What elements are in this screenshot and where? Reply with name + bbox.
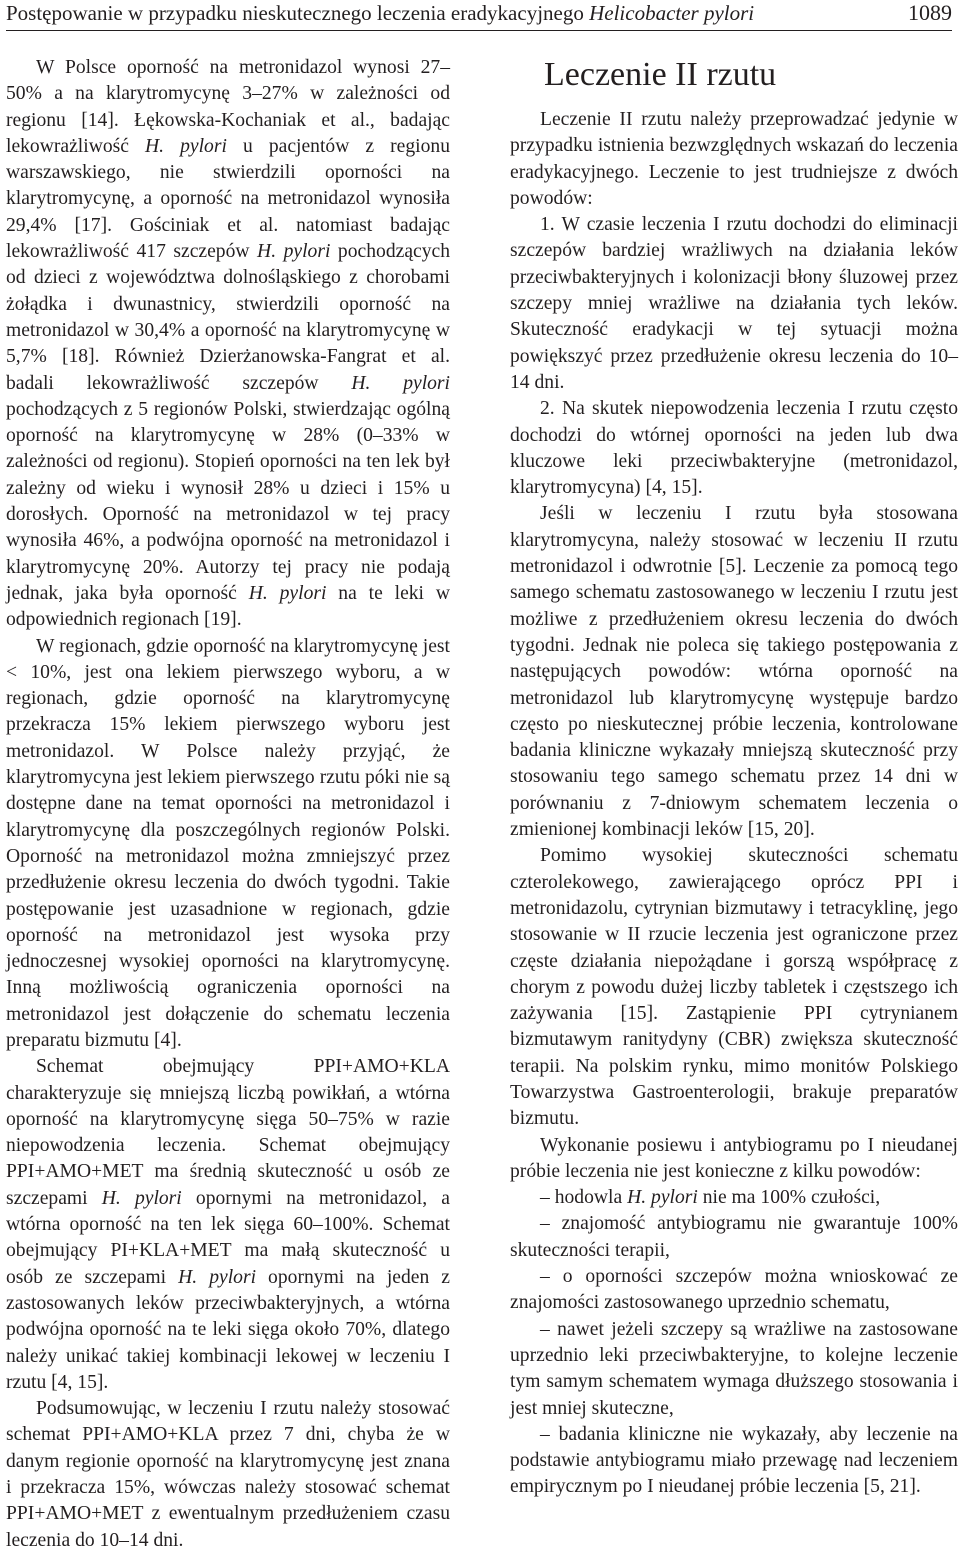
paragraph-regions: W regionach, gdzie oporność na klarytromycynę jest < 10%, jest ona lekiem pierwszego wyboru, a w regionach, gdzie oporność na klarytromycynę przekracza 15% lekiem pierwszego wyboru jest metronidazol. W Polsce należy przyjąć, że klarytromycyna jest lekiem pierwszego rzutu póki nie są dostępne dane na temat oporności na metronidazol i klarytromycynę dla poszczególnych regionów Polski. Oporność na metronidazol można zmniejszyć przez przedłużenie okresu leczenia do dwóch tygodni. Takie postępowanie jest uzasadnione w regionach, gdzie oporność na metronidazol jest wysoka przy jednoczesnej wysokiej oporności na klarytromycynę. Inną możliwością ograniczenia oporności na metronidazol jest dołączenie do schematu leczenia preparatu bizmutu [4]. bbox=[6, 635, 450, 1051]
running-title bbox=[6, 0, 754, 26]
page-number: 1089 bbox=[908, 0, 952, 25]
list-item: – nawet jeżeli szczepy są wrażliwe na zastosowane uprzednio leki przeciwbakteryjne, to kolejne leczenie tym samym schematem wymaga dłuższego stosowania i jest mniej skuteczne, bbox=[510, 1318, 958, 1419]
paragraph-culture-antibiogram: Wykonanie posiewu i antybiogramu po I nieudanej próbie leczenia nie jest konieczne z kilku powodów: bbox=[510, 1134, 958, 1182]
paragraph-second-line-intro: Leczenie II rzutu należy przeprowadzać jedynie w przypadku istnienia bezwzględnych wskazań do leczenia eradykacyjnego. Leczenie to jest trudniejsze z dwóch powodów: bbox=[510, 109, 958, 209]
right-column bbox=[510, 55, 958, 1501]
paragraph-alternating-drugs: Jeśli w leczeniu I rzutu była stosowana klarytromycyna, należy stosować w leczeniu II rzutu metronidazol i odwrotnie [5]. Leczenie za pomocą tego samego schematu zastosowanego w leczeniu I rzutu jest możliwe z przedłużeniem okresu leczenia do dwóch tygodni. Jednak nie poleca się takiego postępowania z następujących powodów: wtórna oporność na metronidazol lub klarytromycynę występuje bardzo często po nieskutecznej próbie leczenia, kontrolowane badania kliniczne wykazały mniejszą skuteczność przy stosowaniu tego samego schematu przez 14 dni w porównaniu z 7-dniowym schematem leczenia o zmienionej kombinacji leków [15, 20]. bbox=[510, 503, 958, 841]
left-column bbox=[6, 55, 450, 1554]
paragraph-reason-2: 2. Na skutek niepowodzenia leczenia I rzutu często dochodzi do wtórnej oporności na jeden lub dwa kluczowe leki przeciwbakteryjne (metronidazol, klarytromycyna) [4, 15]. bbox=[510, 398, 958, 499]
list-item: – znajomość antybiogramu nie gwarantuje 100% skuteczności terapii, bbox=[510, 1213, 958, 1261]
paragraph-schemes: Schemat obejmujący PPI+AMO+KLA charakteryzuje się mniejszą liczbą powikłań, a wtórna oporność na klarytromycynę sięga 50–75% w razie niepowodzenia leczenia. Schemat obejmujący PPI+AMO+MET ma średnią skuteczność u osób ze szczepami H. pylori opornymi na metronidazol, a wtórna oporność na ten lek sięga 60–100%. Schemat obejmujący PI+KLA+MET ma małą skuteczność u osób ze szczepami H. pylori opornymi na jeden z zastosowanych leków przeciwbakteryjnych, a wtórna podwójna oporność na te leki sięga około 70%, dlatego należy unikać takiej kombinacji lekowej w leczeniu I rzutu [4, 15]. bbox=[6, 1056, 450, 1393]
section-heading: Leczenie II rzutu bbox=[544, 56, 777, 93]
paragraph-quadruple-therapy: Pomimo wysokiej skuteczności schematu czterolekowego, zawierającego oprócz PPI i metronidazolu, cytrynian bizmutawy i tetracyklinę, jego stosowanie w II rzucie leczenia jest ograniczone przez częste działania niepożądane i gorszą współpracę z chorym z powodu dużej liczby tabletek i częstszego ich zażywania [15]. Zastąpienie PPI cytrynianem bizmutawym ranitydyny (CBR) zwiększa skuteczność terapii. Na polskim rynku, mimo monitów Polskiego Towarzystwa Gastroenterologii, brakuje preparatów bizmutu. bbox=[510, 845, 958, 1130]
list-item: – o oporności szczepów można wnioskować ze znajomości zastosowanego uprzednio schematu, bbox=[510, 1266, 958, 1314]
paragraph-reason-1: 1. W czasie leczenia I rzutu dochodzi do eliminacji szczepów bardziej wrażliwych na działania leków przeciwbakteryjnych i kolonizacji błony śluzowej przez szczepy mniej wrażliwe na działania tych leków. Skuteczność eradykacji w tej sytuacji można powiększyć przez przedłużenie okresu leczenia do 10–14 dni. bbox=[510, 214, 958, 393]
list-item: – badania kliniczne nie wykazały, aby leczenie na podstawie antybiogramu miało przewagę nad leczeniem empirycznym po I nieudanej próbie leczenia [5, 21]. bbox=[510, 1423, 958, 1498]
running-title-text: Postępowanie w przypadku nieskutecznego leczenia eradykacyjnego bbox=[6, 1, 584, 25]
running-header bbox=[6, 0, 952, 31]
running-title-species: Helicobacter pylori bbox=[589, 1, 755, 25]
list-item: – hodowla H. pylori nie ma 100% czułości, bbox=[540, 1187, 881, 1209]
paragraph-summary: Podsumowując, w leczeniu I rzutu należy stosować schemat PPI+AMO+KLA przez 7 dni, chyba że w danym regionie oporność na klarytromycynę jest znana i przekracza 15%, wówczas należy stosować schemat PPI+AMO+MET z ewentualnym przedłużeniem czasu leczenia do 10–14 dni. bbox=[6, 1398, 450, 1551]
paragraph-resistance-poland: W Polsce oporność na metronidazol wynosi 27–50% a na klarytromycynę 3–27% w zależności od regionu [14]. Łękowska-Kochaniak et al., badając lekowrażliwość H. pylori u pacjentów z regionu warszawskiego, nie stwierdzili oporności na klarytromycynę, a oporność na metronidazol wynosiła 29,4% [17]. Gościniak et al. natomiast badając lekowrażliwość 417 szczepów H. pylori pochodzących od dzieci z województwa dolnośląskiego z chorobami żołądka i dwunastnicy, stwierdzili oporność na metronidazol w 30,4% a oporność na klarytromycynę w 5,7% [18]. Również Dzierżanowska-Fangrat et al. badali lekowrażliwość szczepów H. pylori pochodzących z 5 regionów Polski, stwierdzając ogólną oporność na klarytromycynę w 28% (0–33% w zależności od regionu). Stopień oporności na ten lek był zależny od wieku i wynosił 28% u dzieci i 15% u dorosłych. Oporność na metronidazol w tej pracy wynosiła 46%, a podwójna oporność na metronidazol i klarytromycynę 20%. Autorzy tej pracy nie podają jednak, jaka była oporność H. pylori na te leki w odpowiednich regionach [19]. bbox=[6, 57, 451, 631]
